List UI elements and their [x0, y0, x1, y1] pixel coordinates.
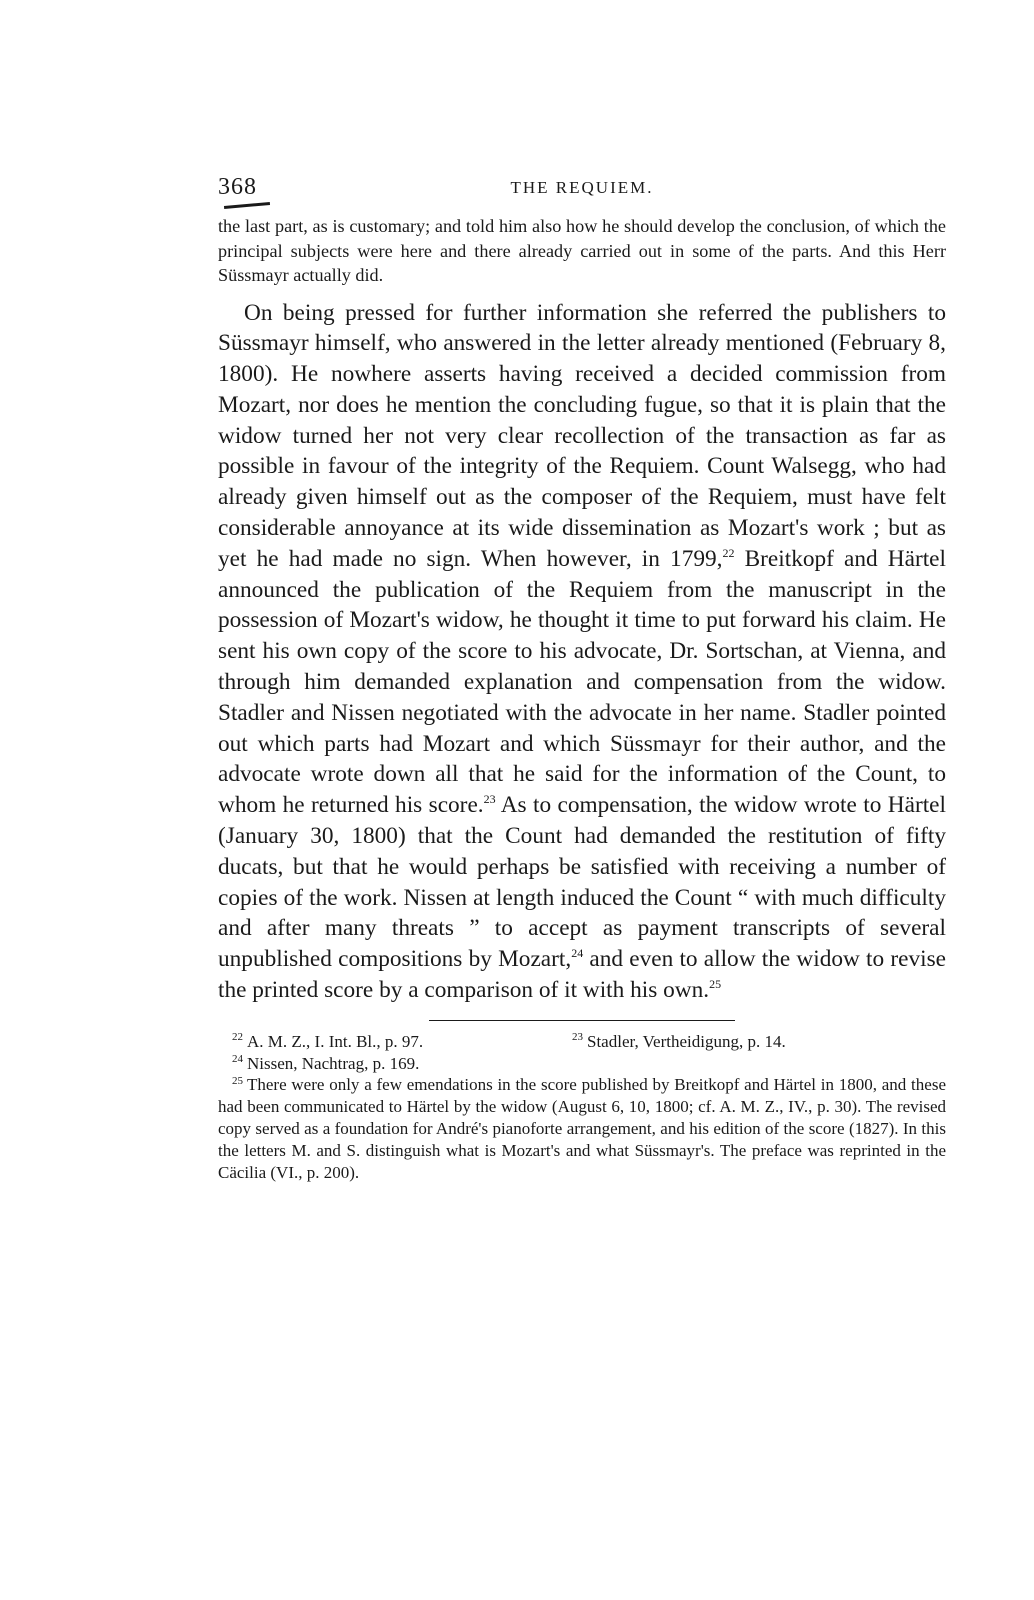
footnote-text: A. M. Z., I. Int. Bl., p. 97. — [247, 1031, 424, 1051]
footnote-text: Stadler, Vertheidigung, p. 14. — [587, 1031, 786, 1051]
footnote-number: 24 — [232, 1052, 243, 1065]
page-number-underline — [224, 202, 270, 209]
main-text-part-1: On being pressed for further information she referred the publishers to Süssmayr himself, who answered in the letter already mentioned (February 8, 1800). He nowhere asserts having received a decided commission from Mozart, nor does he mention the concluding fugue, so that it is plain that the widow turned her not very clear recollection of the transaction as far as possible in favour of the integrity of the Requiem. Count Walsegg, who had already given himself out as the composer of the Requiem, must have felt considerable annoyance at its wide dissemination as Mozart's work ; but as yet he had made no sign. When however, in 1799, — [218, 299, 946, 572]
footnote-divider — [429, 1020, 735, 1021]
main-text-part-2: Breitkopf and Härtel announced the publication of the Requiem from the manuscript in the possession of Mozart's widow, he thought it time to put forward his claim. He sent his own copy of the score to his advocate, Dr. Sortschan, at Vienna, and through him demanded explanation and compensation from the widow. Stadler and Nissen negotiated with the advocate in her name. Stadler pointed out which parts had Mozart and which Süssmayr for their author, and the advocate wrote down all that he said for the information of the Count, to whom he returned his score. — [218, 545, 946, 819]
page-number: 368 — [218, 174, 257, 200]
footnote-25 — [218, 1074, 946, 1183]
main-text-part-3: As to compensation, the widow wrote to Härtel (January 30, 1800) that the Count had demanded the restitution of fifty ducats, but that he would perhaps be satisfied with receiving a number of copies of the work. Nissen at length induced the Count “ with much difficulty and after many threats ” to accept as payment transcripts of several unpublished compositions by Mozart, — [218, 792, 946, 973]
footnote-24 — [218, 1053, 946, 1075]
footnote-number: 25 — [232, 1074, 243, 1087]
footnote-ref-22[interactable]: 22 — [722, 546, 735, 561]
footnote-row-22-23 — [218, 1031, 946, 1053]
footnotes — [218, 1031, 946, 1184]
footnote-22 — [232, 1031, 572, 1053]
footnote-23 — [572, 1031, 786, 1053]
main-paragraph — [218, 298, 946, 1006]
footnote-number: 23 — [572, 1031, 583, 1044]
quoted-paragraph: the last part, as is customary; and told him also how he should develop the conclusion, of which the principal subjects were here and there already carried out in some of the parts. And this Herr Süssmayr actually did. — [218, 216, 946, 285]
book-page — [218, 174, 946, 1183]
footnote-number: 22 — [232, 1031, 243, 1044]
running-title: THE REQUIEM. — [510, 178, 654, 197]
main-text-part-4: and even to allow the widow to revise the printed score by a comparison of it with his own. — [218, 946, 947, 1004]
page-header — [218, 174, 946, 210]
footnote-text: There were only a few emendations in the score published by Breitkopf and Härtel in 1800, and these had been communicated to Härtel by the widow (August 6, 10, 1800; cf. A. M. Z., IV., p. 30). The revised copy served as a foundation for André's pianoforte arrangement, and his edition of the score (1827). In this the letters M. and S. distinguish what is Mozart's and what Süssmayr's. The preface was reprinted in the Cäcilia (VI., p. 200). — [218, 1075, 946, 1182]
footnote-ref-25[interactable]: 25 — [709, 977, 722, 992]
footnote-ref-23[interactable]: 23 — [483, 792, 496, 807]
footnote-ref-24[interactable]: 24 — [571, 946, 584, 961]
footnote-text: Nissen, Nachtrag, p. 169. — [247, 1053, 420, 1073]
